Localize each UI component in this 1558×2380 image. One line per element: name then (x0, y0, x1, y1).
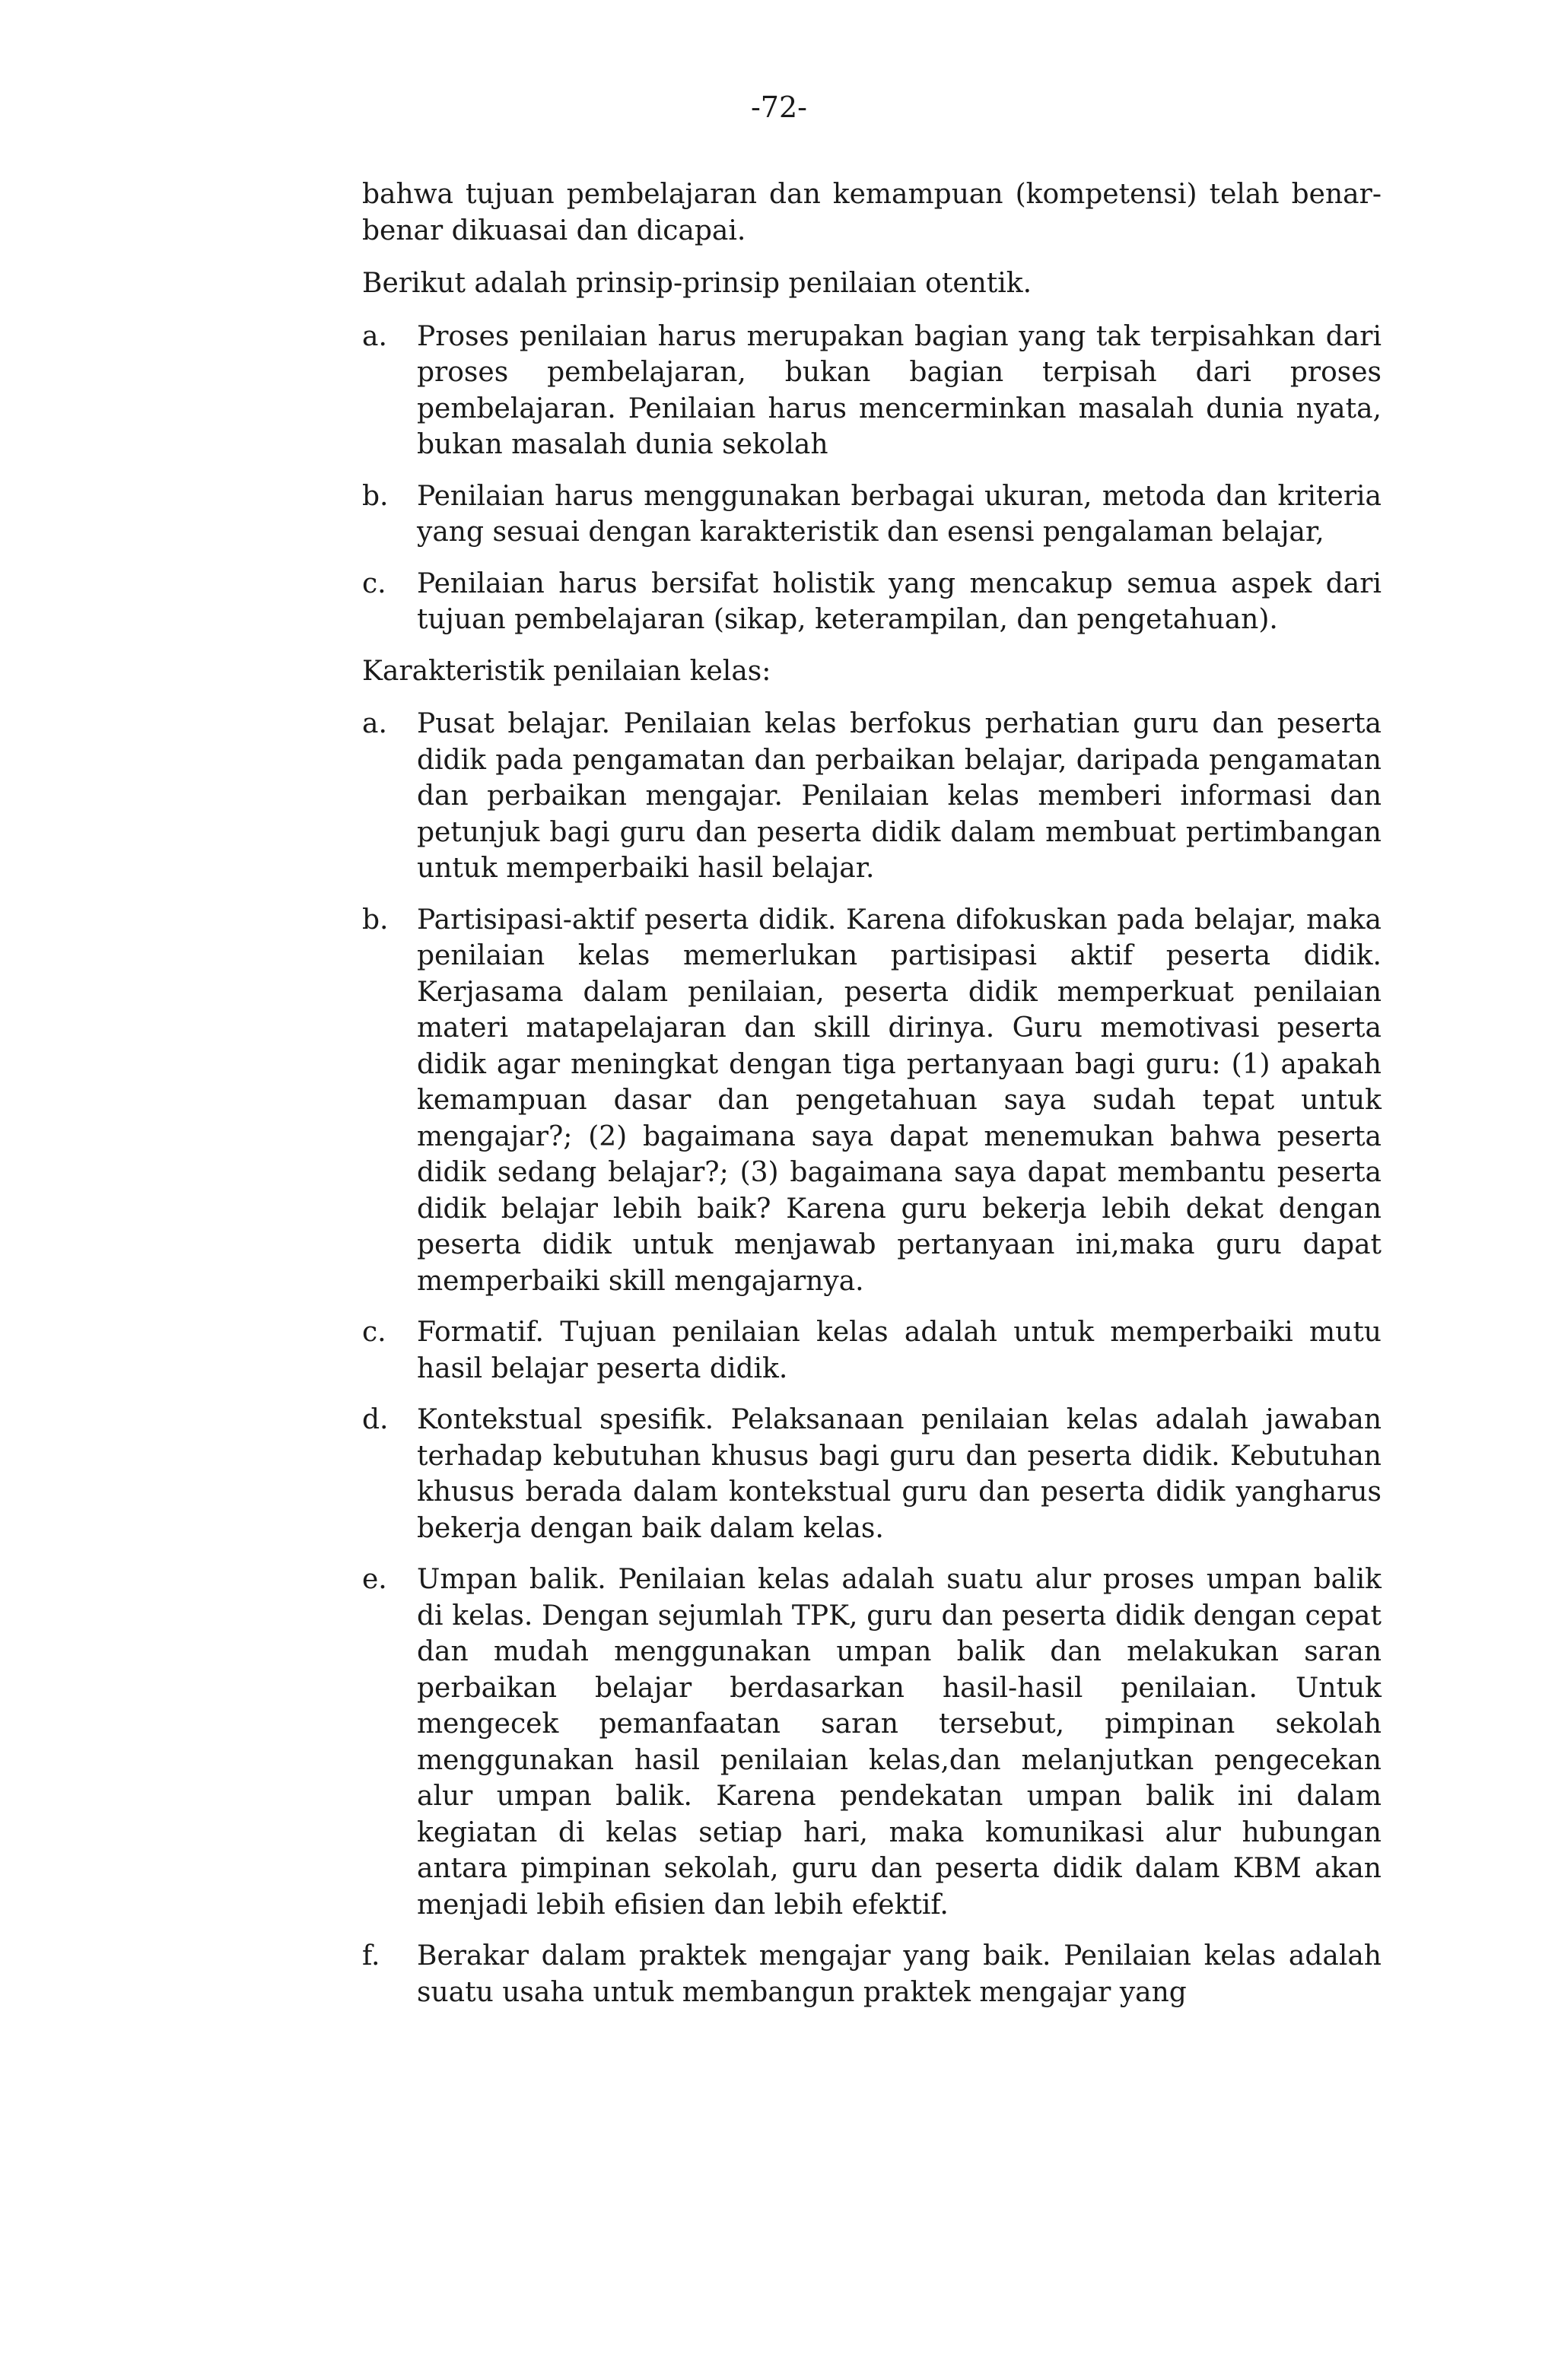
list-marker: c. (362, 567, 386, 599)
intro-paragraph: bahwa tujuan pembelajaran dan kemampuan (kompetensi) telah benar-benar dikuasai dan dicapai. (362, 179, 1382, 246)
list-item-text: Formatif. Tujuan penilaian kelas adalah untuk memperbaiki mutu hasil belajar peserta didik. (417, 1317, 1382, 1384)
list-item-text: Proses penilaian harus merupakan bagian yang tak terpisahkan dari proses pembelajaran, bukan bagian terpisah dari proses pembelajaran. Penilaian harus mencerminkan masalah dunia nyata, bukan masalah dunia sekolah (417, 320, 1382, 460)
list-marker: d. (362, 1404, 389, 1435)
list-item-text: Penilaian harus bersifat holistik yang mencakup semua aspek dari tujuan pembelajaran (sikap, keterampilan, dan pengetahuan). (417, 567, 1382, 635)
principle-item (362, 478, 1382, 551)
list-marker: a. (362, 708, 387, 739)
characteristic-item (362, 1402, 1382, 1546)
principle-item (362, 566, 1382, 638)
list-item-text: Penilaian harus menggunakan berbagai ukuran, metoda dan kriteria yang sesuai dengan karakteristik dan esensi pengalaman belajar, (417, 480, 1382, 548)
list-marker: c. (362, 1317, 386, 1348)
document-body (362, 176, 1382, 2026)
list-marker: a. (362, 320, 387, 352)
list-marker: b. (362, 480, 389, 512)
characteristic-item (362, 1314, 1382, 1387)
list-marker: e. (362, 1564, 387, 1595)
list-marker: f. (362, 1940, 380, 1972)
list-item-text: Partisipasi-aktif peserta didik. Karena difokuskan pada belajar, maka penilaian kelas memerlukan partisipasi aktif peserta didik. Kerjasama dalam penilaian, peserta didik memperkuat penilaian materi matapelajaran dan skill dirinya. Guru memotivasi peserta didik agar meningkat dengan tiga pertanyaan bagi guru: (1) apakah kemampuan dasar dan pengetahuan saya sudah tepat untuk mengajar?; (2) bagaimana saya dapat menemukan bahwa peserta didik sedang belajar?; (3) bagaimana saya dapat membantu peserta didik belajar lebih baik? Karena guru bekerja lebih dekat dengan peserta didik untuk menjawab pertanyaan ini,maka guru dapat memperbaiki skill mengajarnya. (417, 904, 1382, 1297)
characteristic-item (362, 706, 1382, 887)
list-item-text: Berakar dalam praktek mengajar yang baik. Penilaian kelas adalah suatu usaha untuk membangun praktek mengajar yang (417, 1940, 1382, 2008)
page-number: -72- (750, 91, 808, 124)
list-item-text: Pusat belajar. Penilaian kelas berfokus perhatian guru dan peserta didik pada pengamatan dan perbaikan belajar, daripada pengamatan dan perbaikan mengajar. Penilaian kelas memberi informasi dan petunjuk bagi guru dan peserta didik dalam membuat pertimbangan untuk memperbaiki hasil belajar. (417, 708, 1382, 884)
list-item-text: Kontekstual spesifik. Pelaksanaan penilaian kelas adalah jawaban terhadap kebutuhan khusus bagi guru dan peserta didik. Kebutuhan khusus berada dalam kontekstual guru dan peserta didik yangharus bekerja dengan baik dalam kelas. (417, 1404, 1382, 1544)
principles-heading: Berikut adalah prinsip-prinsip penilaian otentik. (362, 268, 1032, 299)
list-item-text: Umpan balik. Penilaian kelas adalah suatu alur proses umpan balik di kelas. Dengan sejumlah TPK, guru dan peserta didik dengan cepat dan mudah menggunakan umpan balik dan melakukan saran perbaikan belajar berdasarkan hasil-hasil penilaian. Untuk mengecek pemanfaatan saran tersebut, pimpinan sekolah menggunakan hasil penilaian kelas,dan melanjutkan pengecekan alur umpan balik. Karena pendekatan umpan balik ini dalam kegiatan di kelas setiap hari, maka komunikasi alur hubungan antara pimpinan sekolah, guru dan peserta didik dalam KBM akan menjadi lebih efisien dan lebih efektif. (417, 1564, 1382, 1921)
characteristic-item (362, 902, 1382, 1300)
characteristic-item (362, 1938, 1382, 2010)
list-marker: b. (362, 904, 389, 936)
characteristics-heading: Karakteristik penilaian kelas: (362, 655, 771, 687)
principle-item (362, 319, 1382, 463)
characteristic-item (362, 1562, 1382, 1923)
